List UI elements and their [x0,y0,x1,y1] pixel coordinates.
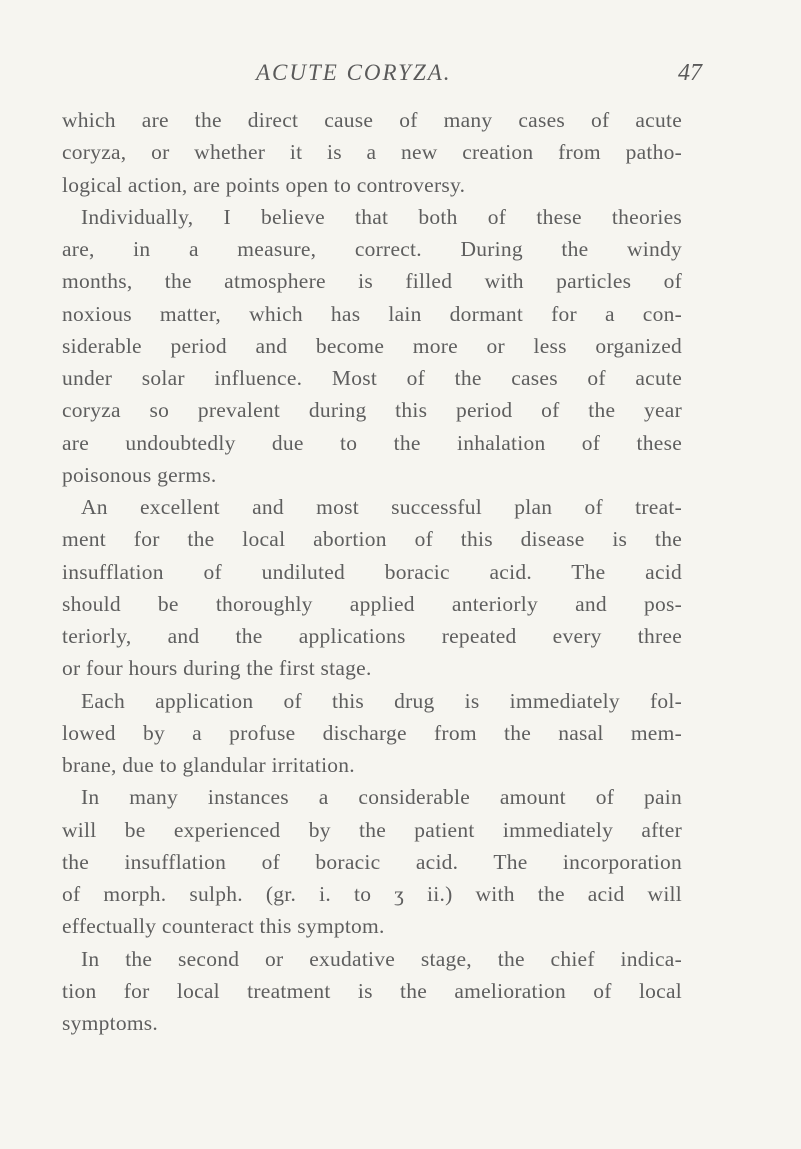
text-line: Each application of this drug is immediately fol- [81,688,682,713]
text-line: Individually, I believe that both of these theories [81,204,682,229]
text-line: which are the direct cause of many cases of acute [62,108,682,132]
text-line: noxious matter, which has lain dormant for a con- [62,301,682,326]
text-line: are undoubtedly due to the inhalation of these [62,430,682,455]
text-line: the insufflation of boracic acid. The incorporation [62,849,682,874]
text-line: An excellent and most successful plan of treat- [81,495,682,519]
page-number: 47 [678,60,702,86]
text-line: poisonous germs. [62,462,217,487]
text-line: coryza, or whether it is a new creation from patho- [62,140,682,165]
text-line: tion for local treatment is the amelioration of local [62,978,682,1003]
text-line: months, the atmosphere is filled with particles of [62,269,682,294]
text-line: are, in a measure, correct. During the windy [62,237,682,261]
body-text [62,104,682,1039]
text-line: lowed by a profuse discharge from the nasal mem- [62,720,682,745]
text-line: logical action, are points open to controversy. [62,172,466,197]
text-line: coryza so prevalent during this period of the year [62,398,682,423]
text-line: symptoms. [62,1011,159,1035]
text-line: of morph. sulph. (gr. i. to ʒ ii.) with the acid will [62,882,682,906]
text-line: should be thoroughly applied anteriorly and pos- [62,591,682,616]
running-title: ACUTE CORYZA. [256,60,452,85]
text-line: brane, due to glandular irritation. [62,753,355,777]
text-line: or four hours during the first stage. [62,656,372,681]
text-line: effectually counteract this symptom. [62,914,385,939]
text-line: insufflation of undiluted boracic acid. The acid [62,559,682,584]
text-line: In many instances a considerable amount of pain [81,785,682,810]
text-line: ment for the local abortion of this disease is the [62,527,682,552]
text-line: In the second or exudative stage, the chief indica- [81,946,682,971]
text-line: under solar influence. Most of the cases of acute [62,366,682,390]
text-line: teriorly, and the applications repeated every three [62,624,682,648]
text-line: will be experienced by the patient immediately after [62,817,682,842]
text-line: siderable period and become more or less organized [62,333,682,358]
